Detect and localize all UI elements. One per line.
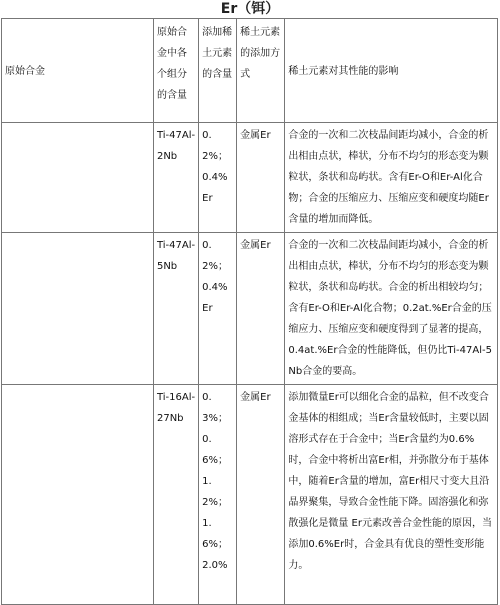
cell-method: 金属Er (237, 123, 285, 233)
cell-composition: Ti-47Al-5Nb (153, 233, 198, 385)
page-title: Er（铒） (220, 1, 280, 17)
table-header-row (2, 19, 498, 123)
header-alloy: 原始合金 (2, 19, 154, 123)
cell-content: 0.3%；0.6%；1.2%；1.6%；2.0% (199, 385, 237, 605)
header-method: 稀土元素的添加方式 (237, 19, 285, 123)
cell-alloy (2, 123, 154, 233)
cell-effect: 添加微量Er可以细化合金的晶粒，但不改变合金基体的相组成；当Er含量较低时，主要以固溶形式存在于合金中；当Er含量约为0.6%时，合金中将析出富Er相，并弥散分布于基体中，随着Er含量的增加，富Er相尺寸变大且沿晶界聚集，导致合金性能下降。固溶强化和弥散强化是微量 Er元素改善合金性能的原因，当添加0.6%Er时，合金具有优良的塑性变形能力。 (285, 385, 498, 605)
cell-effect: 合金的一次和二次枝晶间距均减小，合金的析出相由点状，棒状，分布不均匀的形态变为颗粒状，条状和岛屿状。合金的析出相较均匀；含有Er-O和Er-Al化合物；0.2at.%Er合金的压缩应力、压缩应变和硬度得到了显著的提高，0.4at.%Er合金的性能降低，但仍比Ti-47Al-5Nb合金的要高。 (285, 233, 498, 385)
cell-alloy (2, 233, 154, 385)
property-table (1, 18, 498, 605)
cell-composition: Ti-16Al-27Nb (153, 385, 198, 605)
header-effect: 稀土元素对其性能的影响 (285, 19, 498, 123)
header-content: 添加稀土元素的含量 (199, 19, 237, 123)
table-row (2, 233, 498, 385)
table-row (2, 123, 498, 233)
cell-method: 金属Er (237, 233, 285, 385)
cell-effect: 合金的一次和二次枝晶间距均减小，合金的析出相由点状，棒状，分布不均匀的形态变为颗粒状，条状和岛屿状。含有Er-O和Er-Al化合物；合金的压缩应力、压缩应变和硬度均随Er含量的增加而降低。 (285, 123, 498, 233)
header-composition: 原始合金中各个组分的含量 (153, 19, 198, 123)
cell-composition: Ti-47Al-2Nb (153, 123, 198, 233)
cell-alloy (2, 385, 154, 605)
table-row (2, 385, 498, 605)
cell-content: 0.2%；0.4%Er (199, 123, 237, 233)
cell-content: 0.2%；0.4%Er (199, 233, 237, 385)
cell-method: 金属Er (237, 385, 285, 605)
